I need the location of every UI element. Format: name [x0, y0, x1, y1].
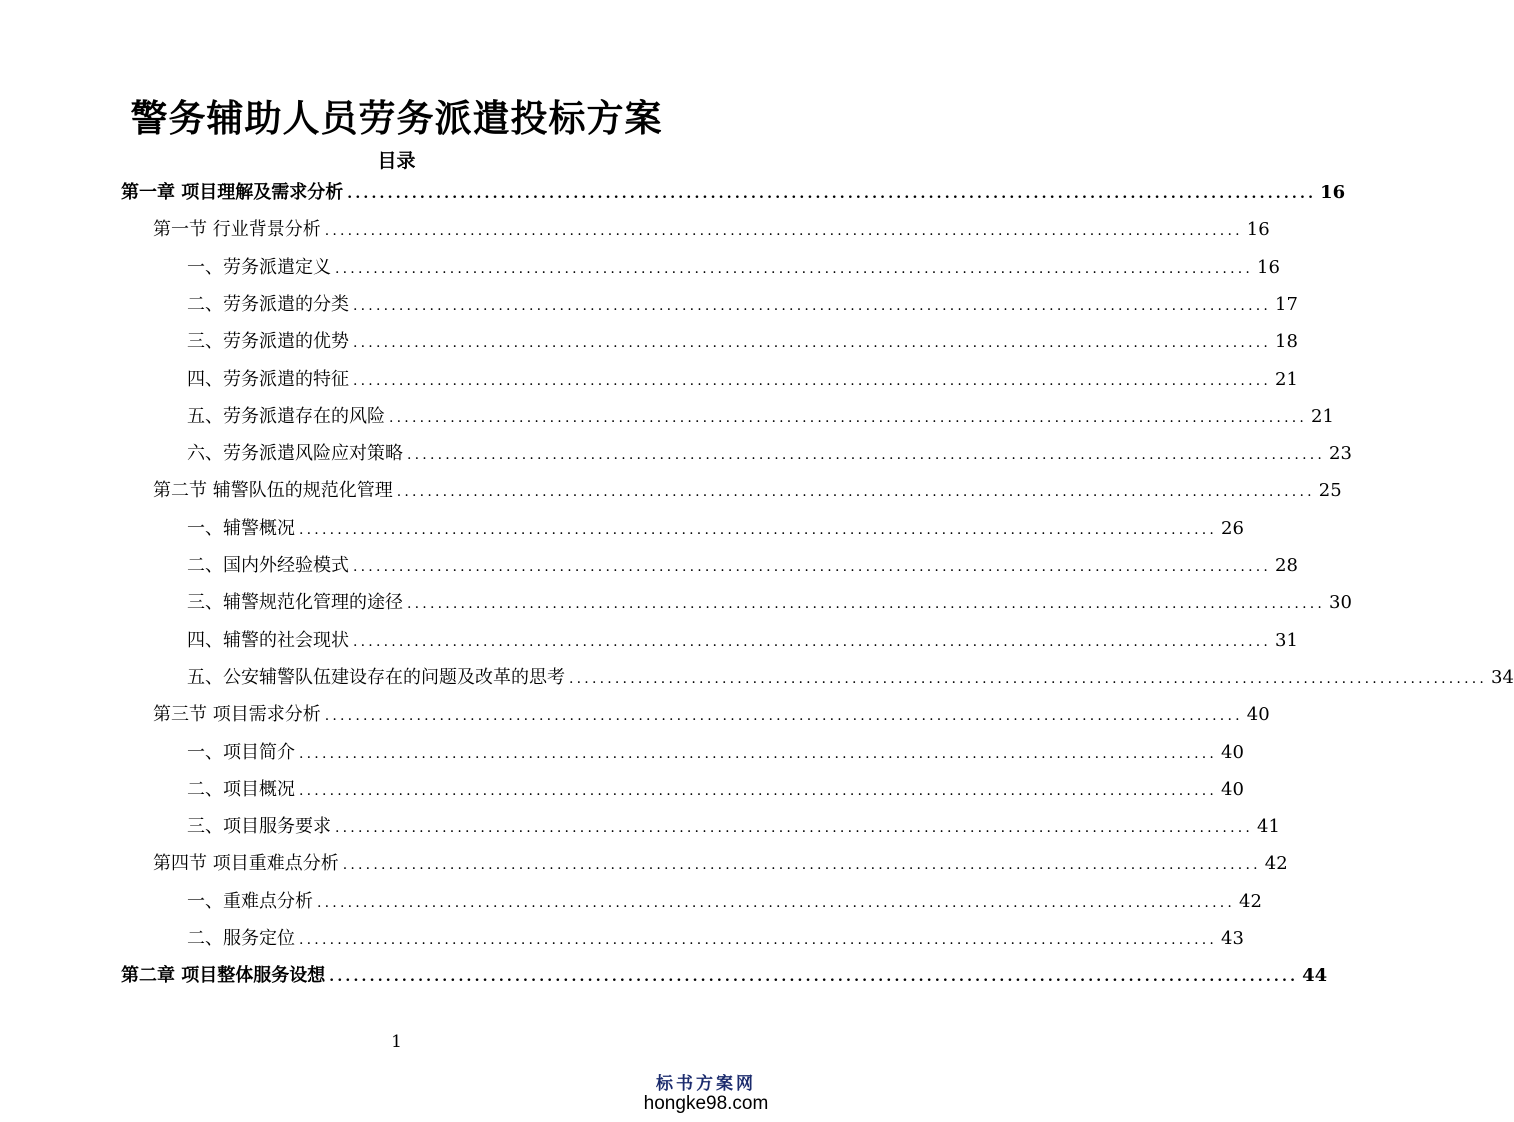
toc-entry-label: 第一节 行业背景分析 [153, 219, 321, 241]
toc-entry-item [187, 584, 1352, 621]
toc-dot-leader: ........................................................................................................................ [335, 820, 1254, 837]
toc-dot-leader: ........................................................................................................................ [342, 857, 1261, 874]
toc-entry-page: 44 [1302, 965, 1328, 987]
toc-entry-label: 第二章 项目整体服务设想 [121, 965, 326, 987]
toc-entry-label: 四、劳务派遣的特征 [187, 368, 349, 390]
toc-entry-label: 二、项目概况 [187, 778, 295, 800]
toc-dot-leader: ........................................................................................................................ [407, 447, 1326, 464]
toc-entry-label: 五、劳务派遣存在的风险 [187, 405, 385, 427]
toc-entry-item [187, 659, 1514, 696]
toc-dot-leader: ........................................................................................................................ [317, 894, 1236, 911]
toc-entry-label: 一、重难点分析 [187, 890, 313, 912]
toc-entry-page: 40 [1221, 778, 1244, 800]
toc-dot-leader: ........................................................................................................................ [335, 260, 1254, 277]
toc-entry-page: 16 [1320, 182, 1346, 203]
toc-entry-item [187, 435, 1352, 472]
toc-entry-item [187, 734, 1244, 771]
toc-entry-page: 28 [1275, 555, 1298, 576]
toc-entry-page: 40 [1246, 704, 1270, 726]
toc-entry-label: 二、服务定位 [187, 928, 295, 949]
toc-entry-page: 21 [1311, 405, 1334, 427]
toc-entry-label: 二、劳务派遣的分类 [187, 293, 349, 315]
toc-entry-page: 43 [1221, 928, 1244, 949]
toc-entry-page: 42 [1264, 853, 1288, 875]
toc-dot-leader: ........................................................................................................................ [396, 484, 1315, 501]
toc-entry-label: 一、项目简介 [187, 741, 295, 763]
toc-entry-item [187, 398, 1334, 435]
toc-dot-leader: ........................................................................................................................ [324, 708, 1243, 725]
toc-entry-page: 42 [1239, 890, 1262, 912]
toc-entry-item [187, 771, 1244, 808]
toc-entry-label: 第三节 项目需求分析 [153, 704, 321, 726]
toc-entry-page: 16 [1246, 219, 1270, 241]
toc-entry-page: 26 [1221, 517, 1244, 539]
toc-entry-item [187, 883, 1262, 920]
toc-entry-item [187, 286, 1298, 323]
toc-dot-leader: ........................................................................................................................ [299, 745, 1218, 762]
toc-entry-label: 三、劳务派遣的优势 [187, 331, 349, 353]
toc-entry-label: 三、项目服务要求 [187, 816, 331, 838]
toc-entry-page: 31 [1275, 629, 1298, 651]
toc-dot-leader: ........................................................................................................................ [353, 372, 1272, 389]
toc-dot-leader: ........................................................................................................................ [353, 559, 1272, 575]
toc-dot-leader: ........................................................................................................................ [353, 633, 1272, 650]
toc-heading: 目录 [377, 150, 416, 172]
toc-entry-section [153, 696, 1270, 733]
toc-entry-label: 第四节 项目重难点分析 [153, 853, 339, 875]
toc-entry-chapter [121, 957, 1328, 994]
toc-dot-leader: ........................................................................................................................ [353, 297, 1272, 314]
toc-entry-page: 16 [1257, 256, 1280, 278]
toc-entry-page: 41 [1257, 816, 1280, 838]
toc-dot-leader: ........................................................................................................................ [299, 782, 1218, 799]
toc-entry-label: 五、公安辅警队伍建设存在的问题及改革的思考 [187, 666, 565, 688]
toc-dot-leader: ........................................................................................................................ [569, 670, 1488, 687]
toc-entry-page: 21 [1275, 368, 1298, 390]
toc-entry-label: 四、辅警的社会现状 [187, 629, 349, 651]
toc-entry-label: 第二节 辅警队伍的规范化管理 [153, 480, 393, 502]
toc-entry-label: 二、国内外经验模式 [187, 555, 349, 576]
toc-entry-section [153, 211, 1270, 248]
watermark-logo [631, 1076, 781, 1114]
toc-entry-item [187, 323, 1298, 360]
toc-dot-leader: ........................................................................................................................ [299, 521, 1218, 538]
toc-entry-page: 18 [1275, 331, 1298, 353]
toc-entry-item [187, 920, 1244, 957]
toc-entry-page: 34 [1491, 666, 1514, 688]
toc-dot-leader: ........................................................................................................................ [389, 409, 1308, 426]
toc-entry-page: 40 [1221, 741, 1244, 763]
toc-entry-page: 17 [1275, 293, 1298, 315]
toc-entry-item [187, 510, 1244, 547]
toc-dot-leader: ........................................................................................................................ [347, 186, 1317, 202]
toc-entry-label: 第一章 项目理解及需求分析 [121, 182, 344, 203]
watermark-line2: hongke98.com [643, 1093, 769, 1115]
toc-entry-page: 25 [1318, 480, 1342, 502]
watermark-line1: 标书方案网 [656, 1074, 756, 1095]
toc-entry-page: 30 [1329, 592, 1352, 614]
toc-entry-page: 23 [1329, 443, 1352, 465]
toc-dot-leader: ........................................................................................................................ [353, 335, 1272, 352]
toc-dot-leader: ........................................................................................................................ [299, 932, 1218, 948]
toc-entry-item [187, 361, 1298, 398]
toc-dot-leader: ........................................................................................................................ [324, 223, 1243, 240]
document-title: 警务辅助人员劳务派遣投标方案 [130, 96, 663, 140]
toc-entry-label: 一、辅警概况 [187, 517, 295, 539]
toc-entry-item [187, 808, 1280, 845]
toc-entry-label: 六、劳务派遣风险应对策略 [187, 443, 403, 465]
page-number: 1 [391, 1032, 402, 1052]
toc-entry-item [187, 249, 1280, 286]
toc-entry-section [153, 472, 1342, 509]
toc-entry-chapter [121, 174, 1346, 211]
toc-entry-label: 三、辅警规范化管理的途径 [187, 592, 403, 614]
toc-dot-leader: ........................................................................................................................ [329, 969, 1299, 986]
toc-entry-label: 一、劳务派遣定义 [187, 256, 331, 278]
toc-entry-item [187, 622, 1298, 659]
toc-entry-section [153, 845, 1288, 882]
toc-entry-item [187, 547, 1298, 584]
toc-dot-leader: ........................................................................................................................ [407, 596, 1326, 613]
